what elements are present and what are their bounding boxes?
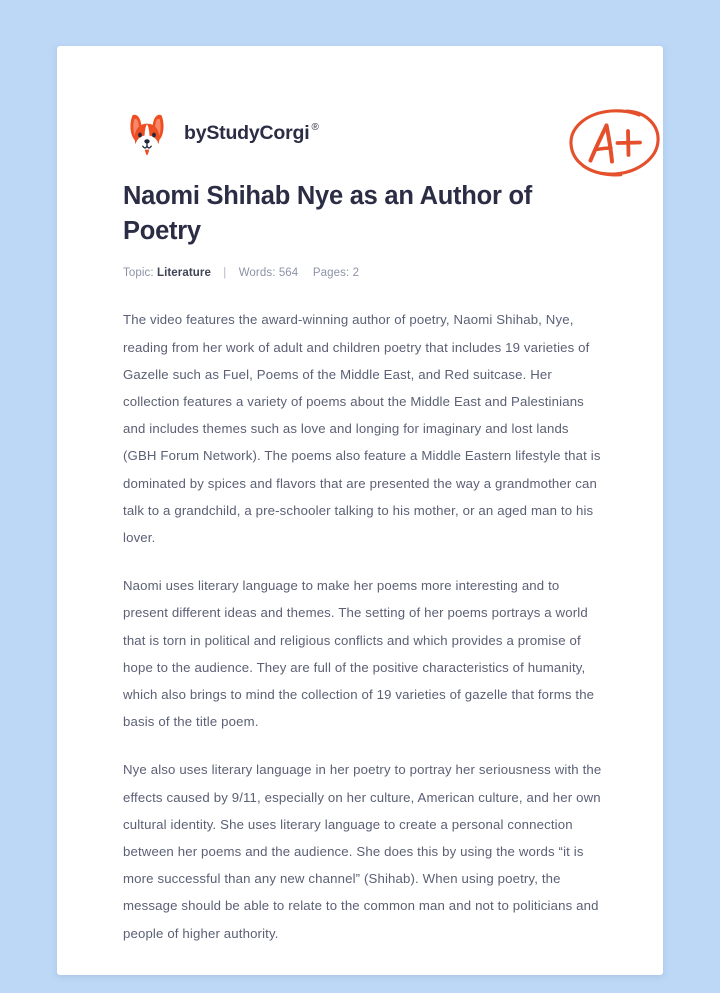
corgi-face-icon bbox=[123, 110, 171, 158]
brand-name: StudyCorgi bbox=[206, 122, 310, 145]
body-paragraph: Nye also uses literary language in her poetry to portray her seriousness with the effects caused by 9/11, especially on her culture, American culture, and her own cultural identity. She uses literary language to create a personal connection between her poems and the audience. She does this by using the words “it is more successful than any new channel” (Shihab). When using poetry, the message should be able to relate to the common man and not to politicians and people of higher authority. bbox=[123, 762, 602, 941]
document-body bbox=[123, 179, 603, 947]
a-plus-grade-icon bbox=[565, 102, 663, 184]
meta-separator: | bbox=[223, 267, 227, 280]
words-label: Words: bbox=[238, 267, 276, 280]
page-title: Naomi Shihab Nye as an Author of Poetry bbox=[123, 182, 533, 245]
words-value: 564 bbox=[278, 267, 299, 280]
topic-value: Literature bbox=[156, 267, 211, 280]
body-paragraph: Naomi uses literary language to make her poems more interesting and to present different ideas and themes. The setting of her poems portrays a world that is torn in political and religious conflicts and which provides a promise of hope to the audience. They are full of the positive characteristics of humanity, which also brings to mind the collection of 19 varieties of gazelle that forms the basis of the title poem. bbox=[123, 578, 595, 730]
pages-value: 2 bbox=[352, 267, 360, 280]
document-meta bbox=[123, 267, 603, 279]
brand-prefix: by bbox=[184, 122, 207, 145]
topic-label: Topic: bbox=[123, 267, 154, 280]
body-paragraph: The video features the award-winning author of poetry, Naomi Shihab, Nye, reading from her work of adult and children poetry that includes 19 varieties of Gazelle such as Fuel, Poems of the Middle East, and Red suitcase. Her collection features a variety of poems about the Middle East and Palestinians and includes themes such as love and longing for imaginary and lost lands (GBH Forum Network). The poems also feature a Middle Eastern lifestyle that is dominated by spices and flavors that are presented the way a grandmother can talk to a grandchild, a pre-schooler talking to his mother, or an aged man to his lover. bbox=[123, 312, 601, 545]
registered-trademark-icon: ® bbox=[311, 122, 319, 134]
document-page-sheet bbox=[57, 46, 663, 975]
pages-label: Pages: bbox=[312, 267, 350, 280]
studycorgi-brand-logo[interactable] bbox=[123, 110, 319, 158]
document-header bbox=[57, 46, 663, 162]
brand-wordmark bbox=[184, 124, 319, 144]
document-paragraphs bbox=[123, 306, 603, 946]
